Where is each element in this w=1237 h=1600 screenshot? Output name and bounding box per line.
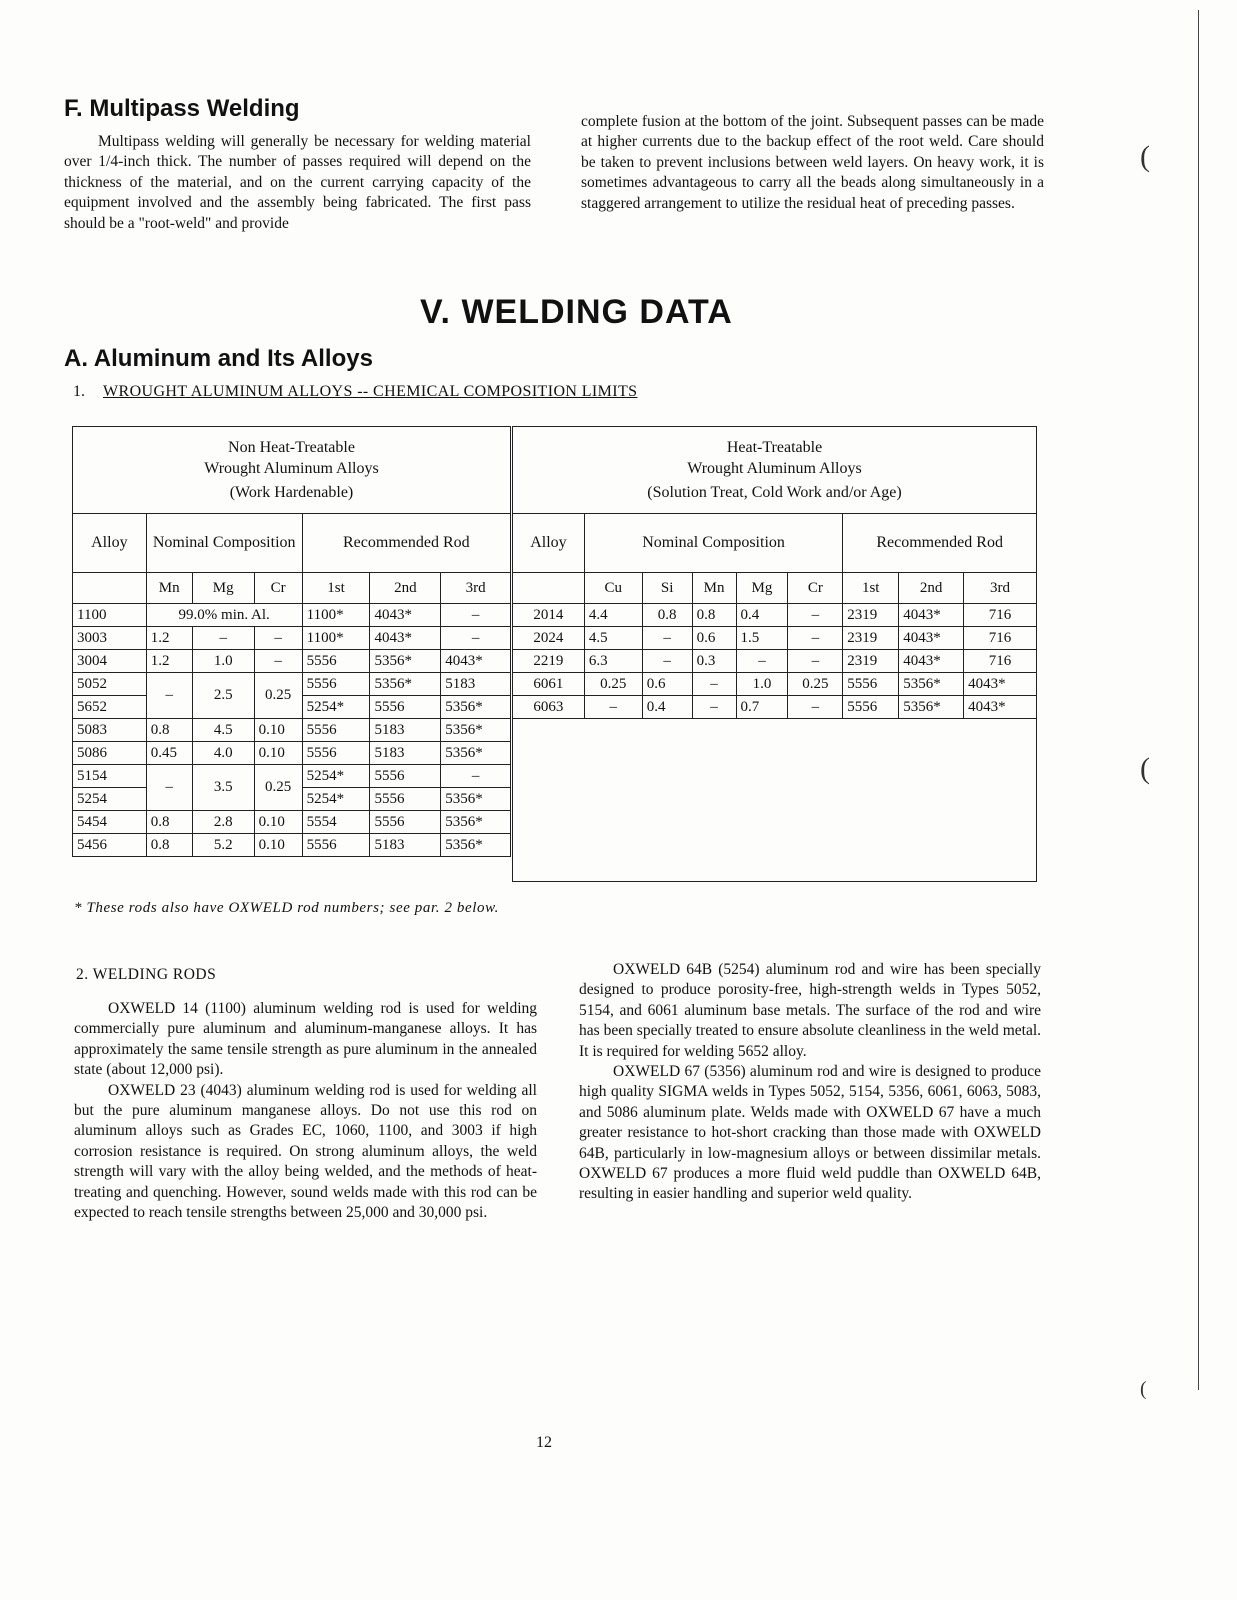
page-number: 12 [536, 1434, 552, 1451]
alloy-cell: 5083 [73, 719, 147, 742]
mn-cell: 1.2 [146, 627, 192, 650]
welding-rods-heading: 2. WELDING RODS [76, 966, 217, 983]
welding-rods-left-column [74, 999, 537, 1223]
margin-paren-mark: ( [1140, 1378, 1147, 1400]
mg-cell: 5.2 [192, 834, 254, 857]
left-table-header [73, 427, 511, 514]
rod-cell: 5356* [441, 719, 511, 742]
cr-cell: 0.10 [254, 834, 302, 857]
left-el-cr: Cr [254, 573, 302, 604]
mn-cell: – [146, 673, 192, 719]
rod-cell: 5183 [370, 742, 441, 765]
left-pass-1st: 1st [302, 573, 370, 604]
cr-cell: – [788, 627, 843, 650]
rod-cell: 5356* [370, 673, 441, 696]
subsection-title [73, 383, 637, 401]
mn-cell: 0.3 [692, 650, 736, 673]
table-row [513, 673, 1037, 696]
rod-cell: 5356* [441, 811, 511, 834]
right-pass-2nd: 2nd [899, 573, 964, 604]
mg-cell: 0.7 [736, 696, 788, 719]
mg-cell: 1.5 [736, 627, 788, 650]
mg-cell: 2.8 [192, 811, 254, 834]
right-el-mn: Mn [692, 573, 736, 604]
rod-cell: 5356* [899, 696, 964, 719]
cu-cell: 4.4 [584, 604, 642, 627]
table-row [73, 627, 511, 650]
cr-cell: 0.25 [254, 765, 302, 811]
rod-cell: 5183 [441, 673, 511, 696]
rod-cell: 5556 [843, 696, 899, 719]
rod-cell: 5556 [302, 650, 370, 673]
mg-cell: 3.5 [192, 765, 254, 811]
composition-cell: 99.0% min. Al. [146, 604, 302, 627]
rod-cell: 5556 [370, 811, 441, 834]
left-pass-2nd: 2nd [370, 573, 441, 604]
rod-cell: 5356* [370, 650, 441, 673]
cr-cell: – [254, 650, 302, 673]
rod-cell: 5556 [302, 719, 370, 742]
rod-cell: 5556 [302, 834, 370, 857]
rod-cell: 5254* [302, 788, 370, 811]
table-row [73, 834, 511, 857]
heat-treatable-table [512, 426, 1037, 719]
subsection-number: 1. [73, 383, 85, 400]
mn-cell: 0.8 [146, 719, 192, 742]
alloy-cell: 3003 [73, 627, 147, 650]
mn-cell: 0.8 [692, 604, 736, 627]
mn-cell: – [692, 696, 736, 719]
right-pass-1st: 1st [843, 573, 899, 604]
right-col-alloy: Alloy [513, 514, 585, 573]
mg-cell: 0.4 [736, 604, 788, 627]
section-f-heading: F. Multipass Welding [64, 95, 300, 122]
left-col-alloy: Alloy [73, 514, 147, 573]
alloy-cell: 5454 [73, 811, 147, 834]
rod-cell: 2319 [843, 650, 899, 673]
si-cell: – [642, 650, 692, 673]
left-el-mg: Mg [192, 573, 254, 604]
alloy-cell: 5652 [73, 696, 147, 719]
mg-cell: 2.5 [192, 673, 254, 719]
cr-cell: 0.25 [788, 673, 843, 696]
si-cell: 0.8 [642, 604, 692, 627]
alloy-cell: 2219 [513, 650, 585, 673]
si-cell: 0.6 [642, 673, 692, 696]
table-row [73, 742, 511, 765]
right-header-line2: Wrought Aluminum Alloys [687, 460, 862, 477]
left-el-mn: Mn [146, 573, 192, 604]
mn-cell: 0.8 [146, 834, 192, 857]
cr-cell: 0.10 [254, 719, 302, 742]
left-blank-cell [73, 573, 147, 604]
right-pass-3rd: 3rd [964, 573, 1037, 604]
mn-cell: 0.45 [146, 742, 192, 765]
left-header-line1: Non Heat-Treatable [228, 439, 355, 456]
right-el-si: Si [642, 573, 692, 604]
mg-cell: 4.5 [192, 719, 254, 742]
cr-cell: 0.25 [254, 673, 302, 719]
rod-cell: 5556 [302, 742, 370, 765]
table-row [73, 650, 511, 673]
rod-cell: 4043* [899, 604, 964, 627]
section-f-right-paragraph: complete fusion at the bottom of the joint. Subsequent passes can be made at higher currents due to the backup effect of the root weld. Care should be taken to prevent inclusions between weld layers. On heavy work, it is sometimes advantageous to carry all the beads along simultaneously in a staggered arrangement to utilize the residual heat of preceding passes. [581, 113, 1044, 212]
table-row [73, 719, 511, 742]
alloy-cell: 5254 [73, 788, 147, 811]
section-f-left-paragraph: Multipass welding will generally be necessary for welding material over 1/4-inch thick. The number of passes required will depend on the thickness of the material, and on the current carrying capacity of the equipment involved and the assembly being fabricated. The first pass should be a "root-weld" and provide [64, 133, 531, 232]
rod-cell: 5556 [302, 673, 370, 696]
rod-cell: 2319 [843, 627, 899, 650]
table-row [73, 765, 511, 788]
cu-cell: 0.25 [584, 673, 642, 696]
oxweld-14-paragraph: OXWELD 14 (1100) aluminum welding rod is used for welding commercially pure aluminum and aluminum-manganese alloys. It has approximately the same tensile strength as pure aluminum in the annealed state (about 12,000 psi). [74, 1000, 537, 1079]
rod-cell: 5554 [302, 811, 370, 834]
alloy-cell: 1100 [73, 604, 147, 627]
right-el-mg: Mg [736, 573, 788, 604]
rod-cell: 5356* [441, 788, 511, 811]
oxweld-67-paragraph: OXWELD 67 (5356) aluminum rod and wire is designed to produce high quality SIGMA welds in Types 5052, 5154, 5356, 6061, 6063, 5083, and 5086 aluminum plate. Welds made with OXWELD 67 have a much greater resistance to hot-short cracking than those made with OXWELD 64B, particularly in low-magnesium alloys or between dissimilar metals. OXWELD 67 produces a more fluid weld puddle than OXWELD 64B, resulting in easier handling and superior weld quality. [579, 1063, 1041, 1203]
mn-cell: 0.8 [146, 811, 192, 834]
rod-cell: 4043* [899, 650, 964, 673]
table-row [513, 696, 1037, 719]
table-row [513, 650, 1037, 673]
mg-cell: 1.0 [736, 673, 788, 696]
rod-cell: 5254* [302, 696, 370, 719]
table-footnote: * These rods also have OXWELD rod numbers; see par. 2 below. [74, 900, 499, 916]
rod-cell: 5356* [899, 673, 964, 696]
rod-cell: 5356* [441, 696, 511, 719]
margin-paren-mark: ( [1140, 140, 1150, 173]
right-col-nominal: Nominal Composition [584, 514, 842, 573]
alloy-cell: 6061 [513, 673, 585, 696]
table-row [513, 627, 1037, 650]
table-row [73, 811, 511, 834]
right-table-header [513, 427, 1037, 514]
rod-cell: 716 [964, 627, 1037, 650]
table-row [513, 604, 1037, 627]
section-a-heading: A. Aluminum and Its Alloys [64, 345, 373, 372]
right-blank-cell [513, 573, 585, 604]
margin-scan-line [1198, 10, 1200, 1390]
cr-cell: 0.10 [254, 742, 302, 765]
rod-cell: 5183 [370, 719, 441, 742]
cr-cell: – [788, 604, 843, 627]
rod-cell: 1100* [302, 604, 370, 627]
alloy-cell: 5154 [73, 765, 147, 788]
oxweld-64b-paragraph: OXWELD 64B (5254) aluminum rod and wire has been specially designed to produce porosity-free, high-strength welds in Types 5052, 5154, and 6061 aluminum base metals. The surface of the rod and wire has been specially treated to ensure absolute cleanliness in the weld metal. It is required for welding 5652 alloy. [579, 961, 1041, 1060]
rod-cell: 4043* [899, 627, 964, 650]
rod-cell: 5183 [370, 834, 441, 857]
rod-cell: 716 [964, 604, 1037, 627]
cu-cell: 6.3 [584, 650, 642, 673]
left-col-nominal: Nominal Composition [146, 514, 302, 573]
alloy-cell: 3004 [73, 650, 147, 673]
non-heat-treatable-table [72, 426, 511, 857]
rod-cell: 716 [964, 650, 1037, 673]
rod-cell: – [441, 765, 511, 788]
cr-cell: – [788, 696, 843, 719]
right-header-line1: Heat-Treatable [726, 439, 823, 456]
rod-cell: 5556 [370, 696, 441, 719]
table-row [73, 673, 511, 696]
left-header-line3: (Work Hardenable) [229, 484, 354, 501]
alloy-cell: 6063 [513, 696, 585, 719]
rod-cell: – [441, 627, 511, 650]
rod-cell: – [441, 604, 511, 627]
right-el-cr: Cr [788, 573, 843, 604]
mn-cell: – [692, 673, 736, 696]
table-row [73, 604, 511, 627]
mn-cell: 1.2 [146, 650, 192, 673]
cu-cell: – [584, 696, 642, 719]
alloy-cell: 2014 [513, 604, 585, 627]
rod-cell: 2319 [843, 604, 899, 627]
alloy-cell: 5086 [73, 742, 147, 765]
rod-cell: 5254* [302, 765, 370, 788]
left-col-rod: Recommended Rod [302, 514, 510, 573]
margin-paren-mark: ( [1140, 752, 1150, 785]
right-col-rod: Recommended Rod [843, 514, 1037, 573]
mg-cell: – [736, 650, 788, 673]
mg-cell: – [192, 627, 254, 650]
mn-cell: – [146, 765, 192, 811]
rod-cell: 5556 [370, 765, 441, 788]
mg-cell: 1.0 [192, 650, 254, 673]
si-cell: – [642, 627, 692, 650]
right-header-line3: (Solution Treat, Cold Work and/or Age) [647, 484, 902, 501]
rod-cell: 4043* [370, 604, 441, 627]
rod-cell: 5356* [441, 742, 511, 765]
left-pass-3rd: 3rd [441, 573, 511, 604]
mn-cell: 0.6 [692, 627, 736, 650]
left-header-line2: Wrought Aluminum Alloys [204, 460, 379, 477]
alloy-cell: 5456 [73, 834, 147, 857]
rod-cell: 4043* [964, 696, 1037, 719]
rod-cell: 1100* [302, 627, 370, 650]
chapter-title: V. WELDING DATA [420, 293, 733, 331]
rod-cell: 5556 [843, 673, 899, 696]
rod-cell: 4043* [964, 673, 1037, 696]
rod-cell: 5356* [441, 834, 511, 857]
rod-cell: 4043* [370, 627, 441, 650]
cr-cell: – [254, 627, 302, 650]
mg-cell: 4.0 [192, 742, 254, 765]
right-el-cu: Cu [584, 573, 642, 604]
subsection-text: WROUGHT ALUMINUM ALLOYS -- CHEMICAL COMPOSITION LIMITS [103, 383, 638, 400]
cr-cell: – [788, 650, 843, 673]
si-cell: 0.4 [642, 696, 692, 719]
alloy-cell: 5052 [73, 673, 147, 696]
rod-cell: 5556 [370, 788, 441, 811]
cu-cell: 4.5 [584, 627, 642, 650]
oxweld-23-paragraph: OXWELD 23 (4043) aluminum welding rod is used for welding all but the pure aluminum manganese alloys. Do not use this rod on aluminum alloys such as Grades EC, 1060, 1100, and 3003 if high corrosion resistance is required. On strong aluminum alloys, the weld strength will vary with the alloy being welded, and the methods of heat-treating and quenching. However, sound welds made with this rod can be expected to reach tensile strengths between 25,000 and 30,000 psi. [74, 1081, 537, 1222]
cr-cell: 0.10 [254, 811, 302, 834]
alloy-cell: 2024 [513, 627, 585, 650]
welding-rods-right-column [579, 960, 1041, 1205]
rod-cell: 4043* [441, 650, 511, 673]
